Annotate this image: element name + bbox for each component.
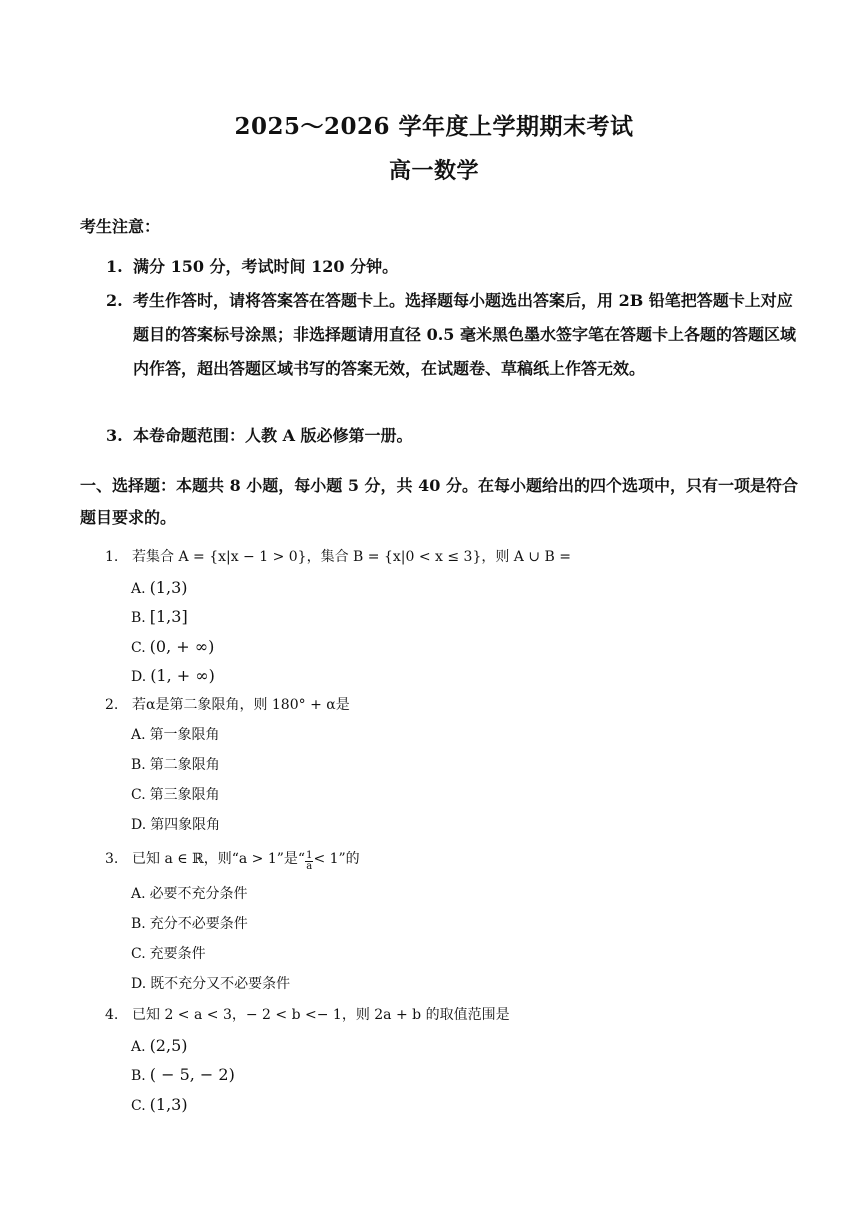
question-text: 已知 2 < a < 3，− 2 < b <− 1，则 2a + b 的取值范围是 bbox=[132, 1007, 510, 1023]
exam-title: 2025～2026 学年度上学期期末考试 bbox=[234, 113, 634, 140]
question bbox=[105, 848, 805, 872]
option-text: (1,3) bbox=[149, 1095, 188, 1114]
question-text: 若集合 A = {x|x − 1 > 0}，集合 B = {x|0 < x ≤ 3}，则 A ∪ B = bbox=[132, 549, 572, 565]
option-label: B. bbox=[131, 610, 146, 626]
section-heading: 一、选择题：本题共 8 小题，每小题 5 分，共 40 分。在每小题给出的四个选项中，只有一项是符合题目要求的。 bbox=[80, 476, 798, 527]
notice-item bbox=[106, 284, 796, 386]
question bbox=[105, 694, 805, 716]
option bbox=[131, 943, 206, 965]
option-label: D. bbox=[131, 976, 147, 992]
option bbox=[131, 606, 188, 629]
exam-subject: 高一数学 bbox=[388, 158, 479, 184]
option bbox=[131, 577, 188, 600]
option bbox=[131, 1094, 188, 1117]
option-text: 第二象限角 bbox=[149, 757, 220, 773]
option-text: 充要条件 bbox=[149, 946, 206, 962]
option-text: 第三象限角 bbox=[149, 787, 220, 803]
option-text: ( − 5, − 2) bbox=[149, 1065, 235, 1084]
notice-item-number: 2. bbox=[106, 291, 123, 310]
option-text: 必要不充分条件 bbox=[149, 886, 248, 902]
option bbox=[131, 814, 220, 836]
option-text: (1,3) bbox=[149, 578, 188, 597]
notice-item bbox=[106, 252, 796, 282]
notice-item bbox=[106, 421, 796, 451]
option-label: C. bbox=[131, 1098, 146, 1114]
fraction-numerator: 1 bbox=[306, 850, 313, 861]
option bbox=[131, 913, 248, 935]
option bbox=[131, 754, 220, 776]
option bbox=[131, 1035, 188, 1058]
option-label: C. bbox=[131, 946, 146, 962]
notice-item-text: 本卷命题范围：人教 A 版必修第一册。 bbox=[133, 426, 413, 445]
option bbox=[131, 665, 215, 688]
option-label: A. bbox=[131, 727, 146, 743]
question bbox=[105, 546, 805, 568]
option-text: (0, + ∞) bbox=[149, 637, 215, 656]
option-label: B. bbox=[131, 1068, 146, 1084]
question-number: 1. bbox=[105, 549, 119, 565]
question-text: 若α是第二象限角，则 180° + α是 bbox=[132, 697, 350, 713]
option-label: A. bbox=[131, 581, 146, 597]
option-label: A. bbox=[131, 1039, 146, 1055]
option-text: (2,5) bbox=[149, 1036, 188, 1055]
option-text: 充分不必要条件 bbox=[149, 916, 248, 932]
option-label: D. bbox=[131, 669, 147, 685]
option bbox=[131, 636, 214, 659]
fraction-denominator: a bbox=[306, 861, 313, 872]
option-label: B. bbox=[131, 757, 146, 773]
option-label: A. bbox=[131, 886, 146, 902]
option-label: D. bbox=[131, 817, 147, 833]
option-text: 既不充分又不必要条件 bbox=[150, 976, 291, 992]
option bbox=[131, 724, 220, 746]
notice-item-text: 满分 150 分，考试时间 120 分钟。 bbox=[133, 257, 399, 276]
option bbox=[131, 883, 248, 905]
option-label: C. bbox=[131, 787, 146, 803]
notice-item-number: 1. bbox=[106, 257, 123, 276]
question-text-after: < 1”的 bbox=[313, 851, 360, 867]
question bbox=[105, 1004, 805, 1026]
option bbox=[131, 973, 290, 995]
question-text bbox=[105, 848, 805, 872]
option-text: [1,3] bbox=[149, 607, 188, 626]
notice-item-text: 考生作答时，请将答案答在答题卡上。选择题每小题选出答案后，用 2B 铅笔把答题卡上对应题目的答案标号涂黑；非选择题请用直径 0.5 毫米黑色墨水签字笔在答题卡上各题的答题区域内作答，超出答题区域书写的答案无效，在试题卷、草稿纸上作答无效。 bbox=[133, 291, 796, 378]
option-label: B. bbox=[131, 916, 146, 932]
option bbox=[131, 1064, 235, 1087]
question-text-before: 已知 a ∈ ℝ，则“a > 1”是“ bbox=[132, 851, 306, 867]
notice-heading: 考生注意： bbox=[80, 217, 161, 236]
question-number: 4. bbox=[105, 1007, 119, 1023]
notice-item-number: 3. bbox=[106, 426, 123, 445]
question-number: 3. bbox=[105, 851, 119, 867]
option bbox=[131, 784, 220, 806]
question-number: 2. bbox=[105, 697, 119, 713]
option-text: (1, + ∞) bbox=[150, 666, 215, 685]
option-label: C. bbox=[131, 640, 146, 656]
option-text: 第四象限角 bbox=[150, 817, 221, 833]
option-text: 第一象限角 bbox=[149, 727, 220, 743]
